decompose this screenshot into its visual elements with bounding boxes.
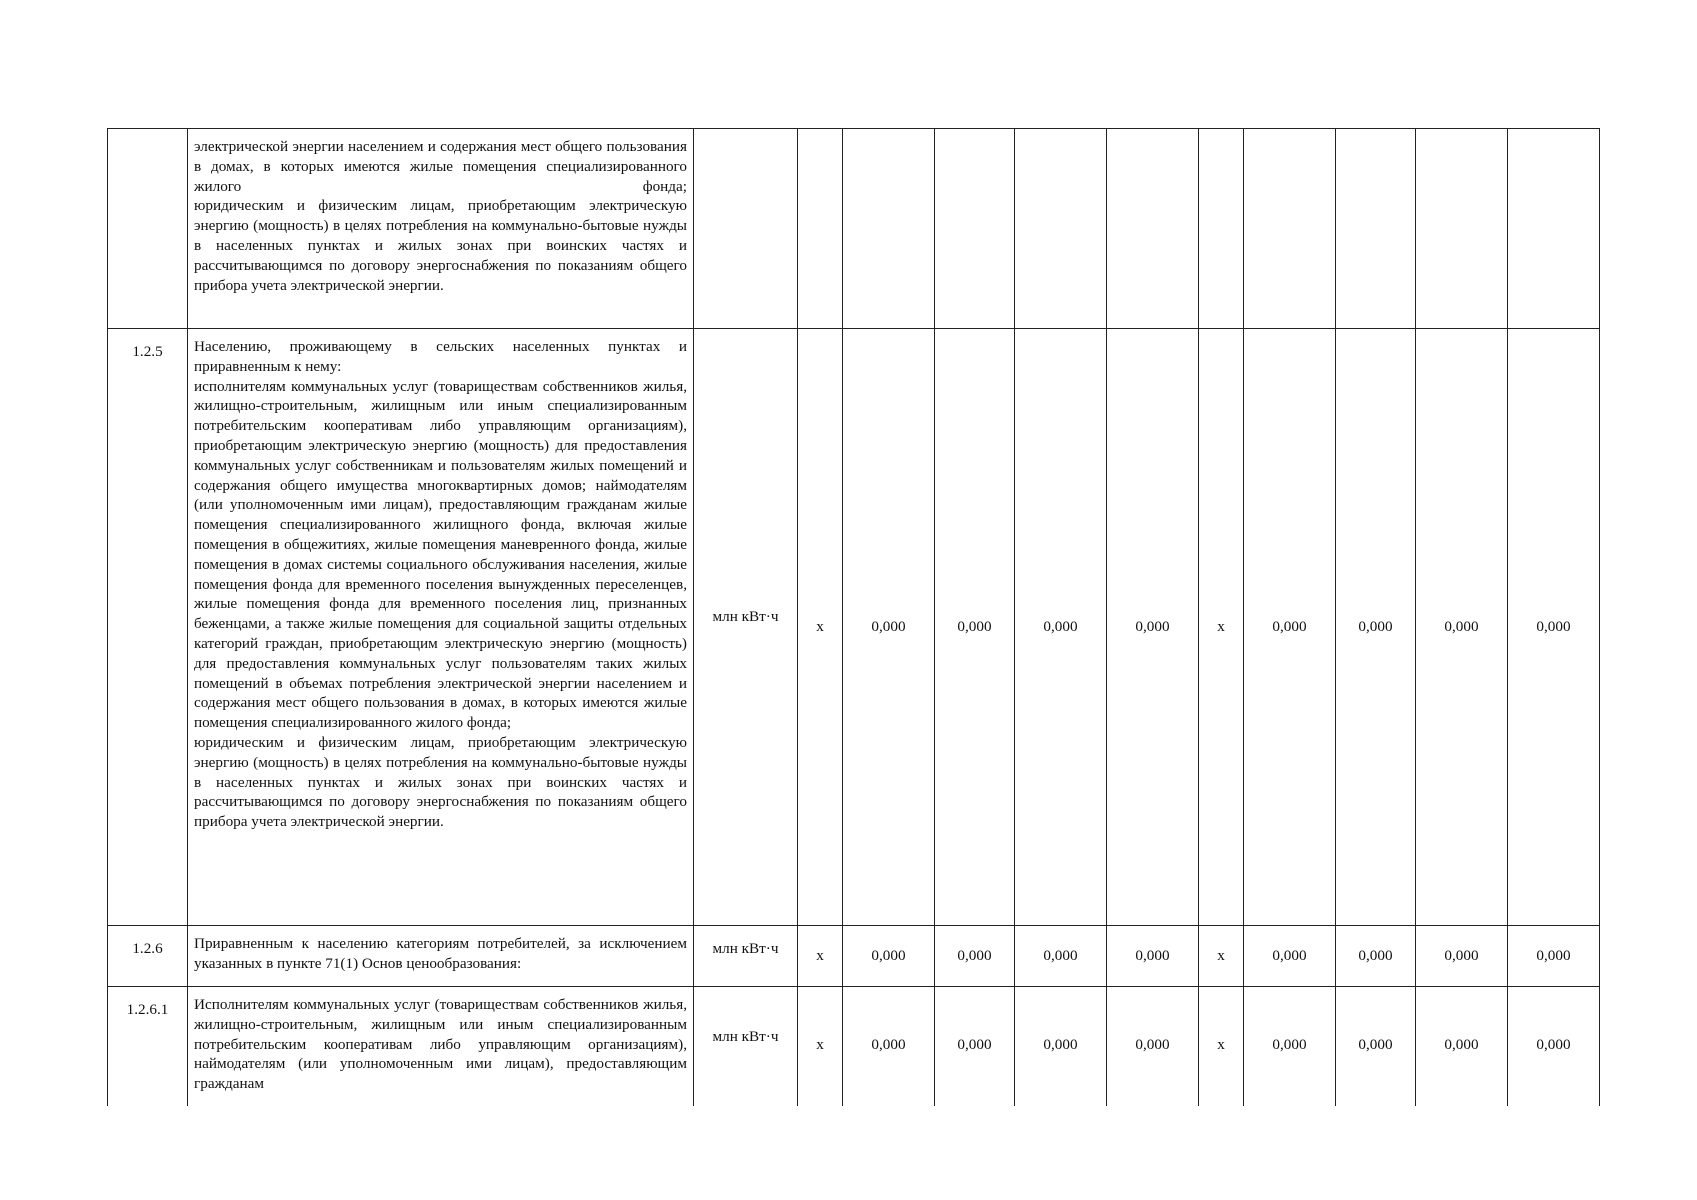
value-cell: x: [1199, 329, 1244, 926]
value-cell: 0,000: [1244, 926, 1336, 987]
description-paragraph: юридическим и физическим лицам, приобретающим электрическую энергию (мощность) в целях потребления на коммунально-бытовые нужды в населенных пунктах и жилых зонах при воинских частях и рассчитывающимся по договору энергоснабжения по показаниям общего прибора учета электрической энергии.: [194, 733, 687, 831]
value-cell: 0,000: [935, 926, 1015, 987]
value-cell: 0,000: [843, 926, 935, 987]
value-cell: [1015, 129, 1107, 329]
value-cell: 0,000: [843, 329, 935, 926]
value-cell: 0,000: [1508, 987, 1600, 1109]
value-cell: x: [1199, 987, 1244, 1109]
table-row: [108, 329, 1600, 926]
value-cell: 0,000: [1015, 329, 1107, 926]
value-cell: 0,000: [1336, 926, 1416, 987]
value-cell: 0,000: [1416, 987, 1508, 1109]
description-paragraph: Населению, проживающему в сельских населенных пунктах и приравненным к нему:: [194, 338, 687, 375]
unit-cell: млн кВт·ч: [694, 926, 798, 987]
value-cell: x: [798, 329, 843, 926]
value-cell: 0,000: [1107, 926, 1199, 987]
value-cell: x: [1199, 926, 1244, 987]
value-cell: [935, 129, 1015, 329]
value-cell: [1244, 129, 1336, 329]
description-paragraph: юридическим и физическим лицам, приобретающим электрическую энергию (мощность) в целях потребления на коммунально-бытовые нужды в населенных пунктах и жилых зонах при воинских частях и рассчитывающимся по договору энергоснабжения по показаниям общего прибора учета электрической энергии.: [194, 197, 687, 294]
unit-cell: млн кВт·ч: [694, 329, 798, 926]
value-cell: 0,000: [1015, 926, 1107, 987]
table-row: [108, 926, 1600, 987]
page-bottom-margin: [0, 1106, 1697, 1200]
value-cell: 0,000: [1015, 987, 1107, 1109]
value-cell: 0,000: [1244, 987, 1336, 1109]
row-description: [188, 129, 694, 329]
row-number: [108, 129, 188, 329]
row-number: 1.2.6.1: [108, 987, 188, 1109]
value-cell: [798, 129, 843, 329]
value-cell: 0,000: [935, 987, 1015, 1109]
row-description: [188, 329, 694, 926]
tariff-balance-table: [107, 128, 1600, 1109]
value-cell: 0,000: [843, 987, 935, 1109]
unit-cell: млн кВт·ч: [694, 987, 798, 1109]
value-cell: [1107, 129, 1199, 329]
row-description: [188, 987, 694, 1109]
value-cell: 0,000: [1107, 329, 1199, 926]
value-cell: x: [798, 926, 843, 987]
table-row: [108, 129, 1600, 329]
value-cell: 0,000: [1508, 926, 1600, 987]
value-cell: 0,000: [1336, 329, 1416, 926]
value-cell: 0,000: [1508, 329, 1600, 926]
value-cell: [1416, 129, 1508, 329]
description-paragraph: исполнителям коммунальных услуг (товариществам собственников жилья, жилищно-строительным, жилищным или иным специализированным потребительским кооперативам либо управляющим организациям), приобретающим электрическую энергию (мощность) для предоставления коммунальных услуг собственникам и пользователям жилых помещений и содержания общего имущества многоквартирных домов; наймодателям (или уполномоченным ими лицам), предоставляющим гражданам жилые помещения специализированного жилищного фонда, включая жилые помещения в общежитиях, жилые помещения маневренного фонда, жилые помещения в домах системы социального обслуживания населения, жилые помещения фонда для временного поселения вынужденных переселенцев, жилые помещения фонда для временного поселения лиц, признанных беженцами, а также жилые помещения для социальной защиты отдельных категорий граждан, приобретающим электрическую энергию (мощность) для предоставления коммунальных услуг пользователям таких жилых помещений в объемах потребления электрической энергии населением и содержания мест общего пользования в домах, в которых имеются жилые помещения специализированного жилого фонда;: [194, 377, 687, 732]
value-cell: 0,000: [1244, 329, 1336, 926]
value-cell: 0,000: [1336, 987, 1416, 1109]
description-paragraph: Приравненным к населению категориям потребителей, за исключением указанных в пункте 71(1) Основ ценообразования:: [194, 935, 687, 972]
value-cell: 0,000: [1416, 926, 1508, 987]
description-paragraph: Исполнителям коммунальных услуг (товариществам собственников жилья, жилищно-строительным, жилищным или иным специализированным потребительским кооперативам либо управляющим организациям), наймодателям (или уполномоченным ими лицам), предоставляющим гражданам: [194, 996, 687, 1093]
row-number: 1.2.6: [108, 926, 188, 987]
unit-cell: [694, 129, 798, 329]
value-cell: [1336, 129, 1416, 329]
value-cell: 0,000: [1416, 329, 1508, 926]
value-cell: 0,000: [1107, 987, 1199, 1109]
description-paragraph: электрической энергии населением и содержания мест общего пользования в домах, в которых имеются жилые помещения специализированного жилого фонда;: [194, 138, 687, 195]
table-row: [108, 987, 1600, 1109]
value-cell: [1199, 129, 1244, 329]
value-cell: 0,000: [935, 329, 1015, 926]
value-cell: [1508, 129, 1600, 329]
row-description: [188, 926, 694, 987]
row-number: 1.2.5: [108, 329, 188, 926]
value-cell: [843, 129, 935, 329]
value-cell: x: [798, 987, 843, 1109]
